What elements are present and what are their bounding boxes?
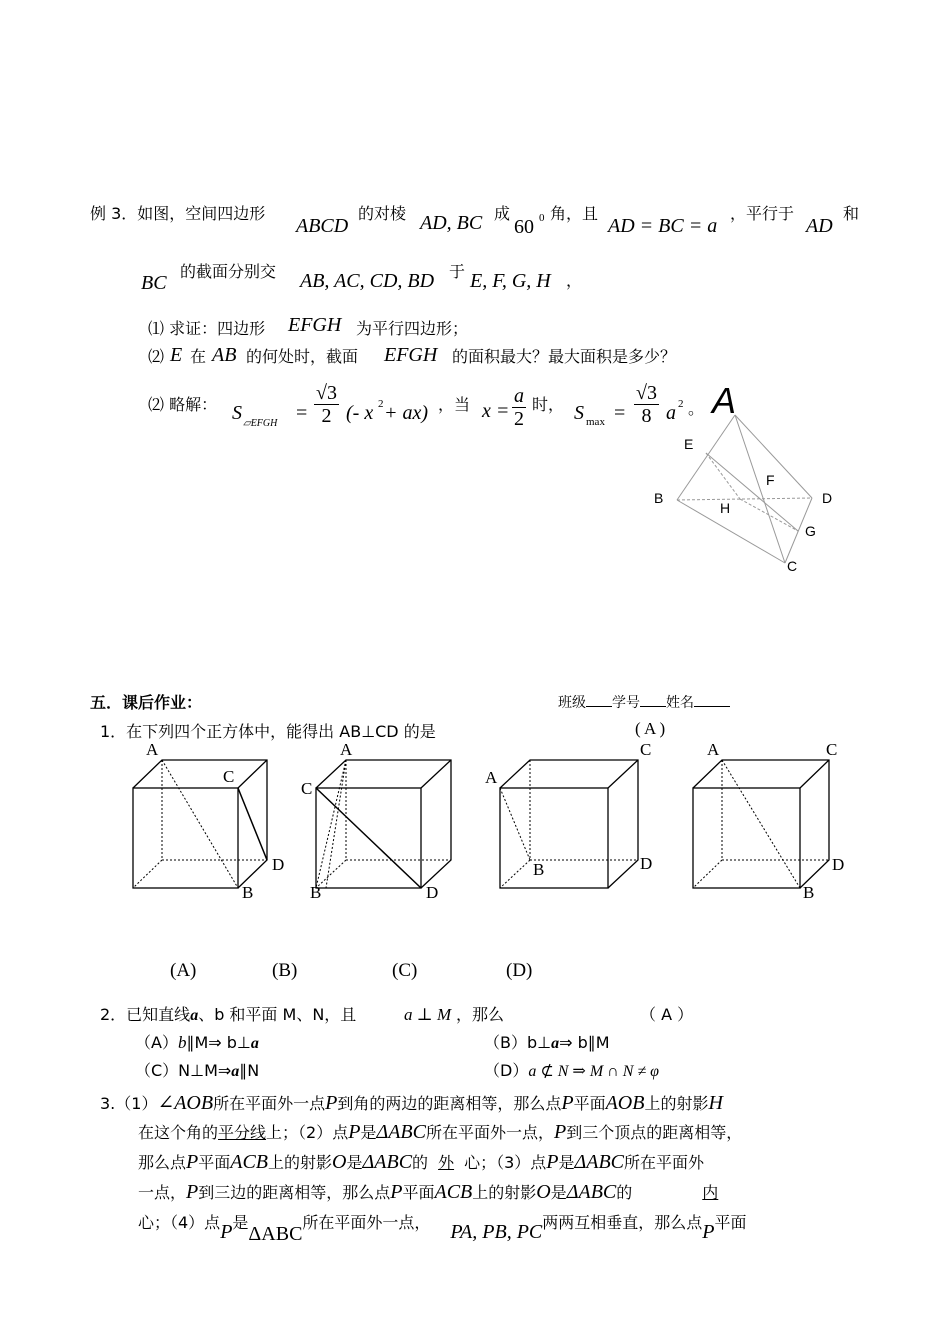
question-2-text: 的面积最大？最大面积是多少？ <box>452 347 677 366</box>
question-1-text: 1．在下列四个正方体中，能得出 AB⊥CD 的是 <box>100 722 436 741</box>
t: 所在平面外 <box>624 1153 705 1172</box>
q3-line-1 <box>100 1090 723 1115</box>
example3-text: 成 <box>494 204 511 223</box>
answer-blank: 平分线 <box>218 1123 267 1142</box>
q2-option-a <box>135 1030 259 1053</box>
t: 所在平面外一点， <box>302 1213 431 1232</box>
q2-option-b <box>484 1030 610 1053</box>
equals: = <box>614 402 626 424</box>
t: 到三个顶点的距离相等， <box>566 1123 743 1142</box>
t: 的 <box>616 1183 633 1202</box>
solution-text: ，当 <box>438 395 471 414</box>
label-d: D <box>832 855 845 874</box>
t: 心；（4）点 <box>138 1213 221 1232</box>
name-label: 姓名 <box>666 695 694 711</box>
example3-text: ，平行于 <box>730 204 795 223</box>
label-b: B <box>533 860 545 879</box>
option-text: ∥M⇒ b⊥ <box>186 1033 251 1052</box>
plane-acb: ACB <box>230 1151 269 1173</box>
line-a: a <box>551 1035 560 1052</box>
point-p: P <box>325 1092 338 1114</box>
q3-line-3 <box>138 1150 704 1174</box>
t: 平面 <box>198 1153 231 1172</box>
t: 平面 <box>714 1213 747 1232</box>
denominator: 8 <box>641 405 652 427</box>
t: 所在平面外一点 <box>213 1094 326 1113</box>
example3-text: 的截面分别交 <box>180 262 277 281</box>
point-p: P <box>220 1221 233 1243</box>
point-p: P <box>390 1181 403 1203</box>
question-2-text <box>100 1002 356 1025</box>
question-2-answer: （ A ） <box>640 1005 694 1024</box>
t: 平面 <box>573 1094 606 1113</box>
question-1-answer: ( A ) <box>635 719 666 738</box>
t: 上；（2）点 <box>266 1123 349 1142</box>
square-sup: 2 <box>378 398 384 410</box>
triangle-abc: ΔABC <box>248 1223 303 1245</box>
solution-text: 时， <box>532 395 565 414</box>
t: 是 <box>550 1183 567 1202</box>
edge-bc: BC <box>141 272 167 294</box>
area-symbol: S <box>232 402 242 424</box>
question-1: ⑴ 求证：四边形 <box>148 319 266 338</box>
t: 的 <box>412 1153 429 1172</box>
quad-efgh: EFGH <box>384 344 438 366</box>
t: 平面 <box>402 1183 435 1202</box>
x-equals: x = <box>482 400 510 422</box>
question-2-text: 的何处时，截面 <box>246 347 359 366</box>
point-h: H <box>708 1092 723 1114</box>
student-number-label: 学号 <box>612 695 640 711</box>
expression: + ax) <box>384 402 429 424</box>
square-sup: 2 <box>678 398 684 410</box>
q3-line-4 <box>138 1180 718 1204</box>
t: 上的射影 <box>268 1153 333 1172</box>
label-b: B <box>803 883 815 902</box>
label-a: A <box>146 740 159 759</box>
point-g-label: G <box>805 523 816 539</box>
t: 一点， <box>138 1183 187 1202</box>
segments-pa-pb-pc: PA, PB, PC <box>450 1221 543 1243</box>
point-o: O <box>536 1181 551 1203</box>
cube-figure-b <box>298 738 468 908</box>
label-a: A <box>340 740 353 759</box>
points-list: E, F, G, H <box>470 270 551 292</box>
q2-option-c <box>135 1058 259 1081</box>
point-p: P <box>348 1121 361 1143</box>
cube-figure-d <box>680 738 855 908</box>
vertex-c-label: C <box>787 558 798 574</box>
question-2: ⑵ <box>148 347 165 366</box>
cube-figure-a <box>120 738 290 908</box>
length-equation: AD = BC = a <box>608 215 718 237</box>
example3-text: 和 <box>843 204 860 223</box>
edge-ab: AB <box>212 344 237 366</box>
t: 心；（3）点 <box>464 1153 547 1172</box>
label-b: B <box>310 883 322 902</box>
point-p: P <box>561 1092 574 1114</box>
question-1-text: 为平行四边形； <box>356 319 469 338</box>
t: 那么点 <box>138 1153 187 1172</box>
fraction-sqrt3-over-2 <box>314 382 339 427</box>
quadrilateral-abcd: ABCD <box>296 215 349 237</box>
t: 到三边的距离相等，那么点 <box>198 1183 391 1202</box>
plane-acb: ACB <box>434 1181 473 1203</box>
label-d: D <box>272 855 285 874</box>
class-label: 班级 <box>558 695 586 711</box>
q3-line-5 <box>138 1210 747 1245</box>
option-text: ⇒ b∥M <box>559 1033 610 1052</box>
q2-condition: a ⊥ M <box>404 1005 452 1024</box>
q2-mid: 、b 和平面 M、N，且 <box>198 1005 357 1024</box>
t: 在这个角的 <box>138 1123 219 1142</box>
denominator: 2 <box>514 408 524 430</box>
area-subscript: ▱EFGH <box>243 418 278 429</box>
triangle-abc: ΔABC <box>362 1151 413 1173</box>
numerator: √3 <box>316 382 337 404</box>
plane-aob: AOB <box>605 1092 645 1114</box>
option-label: （D） <box>484 1061 529 1080</box>
class-field <box>558 692 730 712</box>
a-squared: a <box>666 402 676 424</box>
point-h-label: H <box>720 500 731 516</box>
expression: (- x <box>346 402 374 424</box>
label-c: C <box>640 740 652 759</box>
option-a-label: (A) <box>170 960 197 981</box>
tetrahedron-figure <box>640 375 860 585</box>
answer-blank: 外 <box>438 1153 455 1172</box>
line-a: a <box>190 1007 199 1024</box>
label-c: C <box>826 740 838 759</box>
point-o: O <box>332 1151 347 1173</box>
equals: = <box>296 402 308 424</box>
q2-option-d <box>484 1058 659 1081</box>
example3-label: 例 3．如图，空间四边形 <box>90 204 266 223</box>
label-b: B <box>242 883 254 902</box>
vertex-d-label: D <box>822 490 833 506</box>
t: 是 <box>558 1153 575 1172</box>
numerator: √3 <box>636 382 657 404</box>
t: 所在平面外一点， <box>425 1123 554 1142</box>
option-b-label: (B) <box>272 960 298 981</box>
t: 是 <box>360 1123 377 1142</box>
option-text: （C）N⊥M⇒ <box>135 1061 232 1080</box>
vertex-b-label: B <box>654 490 664 506</box>
edge-ad: AD <box>806 215 833 237</box>
point-p: P <box>186 1181 199 1203</box>
point-e: E <box>170 344 183 366</box>
option-d-label: (D) <box>506 960 533 981</box>
point-p: P <box>553 1121 567 1143</box>
label-c: C <box>223 767 235 786</box>
example3-text: 于 <box>449 262 466 281</box>
t: 3.（1） <box>100 1094 158 1113</box>
label-d: D <box>640 854 653 873</box>
point-p: P <box>702 1221 715 1243</box>
q2-post: ，那么 <box>456 1005 505 1024</box>
max-subscript: max <box>586 416 605 428</box>
triangle-abc: ΔABC <box>566 1181 617 1203</box>
t: 上的射影 <box>472 1183 537 1202</box>
angle-value: 60 <box>514 216 534 238</box>
t: 到角的两边的距离相等，那么点 <box>337 1094 562 1113</box>
quad-efgh: EFGH <box>288 314 342 336</box>
line-a: a <box>250 1035 259 1052</box>
max-area-symbol: S <box>574 402 584 424</box>
cube-figure-c <box>482 738 657 908</box>
point-p: P <box>186 1151 199 1173</box>
t: 两两互相垂直，那么点 <box>542 1213 703 1232</box>
triangle-abc: ΔABC <box>574 1151 624 1173</box>
example3-text: 的对棱 <box>358 204 407 223</box>
q2-pre: 2．已知直线 <box>100 1005 191 1024</box>
point-p: P <box>546 1151 559 1173</box>
example3-text: 角，且 <box>550 204 599 223</box>
option-math: a ⊄ N ⇒ M ∩ N ≠ φ <box>528 1063 659 1080</box>
denominator: 2 <box>321 405 332 427</box>
t: 是 <box>346 1153 363 1172</box>
edges-ad-bc: AD, BC <box>420 212 483 234</box>
label-c: C <box>301 779 313 798</box>
section-title: 五．课后作业： <box>90 693 203 712</box>
t: 上的射影 <box>644 1094 709 1113</box>
option-text: （B）b⊥ <box>484 1033 552 1052</box>
label-a: A <box>707 740 720 759</box>
vertex-a-label: A <box>712 380 737 421</box>
line-a: a <box>231 1063 240 1080</box>
triangle-abc: ΔABC <box>376 1121 426 1143</box>
degree-sup: 0 <box>539 212 545 224</box>
point-f-label: F <box>766 472 775 488</box>
edges-list: AB, AC, CD, BD <box>300 270 435 292</box>
fraction-a-over-2 <box>512 385 526 430</box>
label-d: D <box>426 883 439 902</box>
point-e-label: E <box>684 436 694 452</box>
option-label: （A） <box>135 1033 178 1052</box>
answer-blank: 内 <box>702 1183 719 1202</box>
solution-end: 。 <box>688 399 705 418</box>
q3-line-2 <box>138 1120 742 1144</box>
example3-text: ， <box>566 271 583 290</box>
question-2-text: 在 <box>190 347 207 366</box>
option-c-label: (C) <box>392 960 418 981</box>
label-a: A <box>485 768 498 787</box>
t: 是 <box>232 1213 249 1232</box>
line-b: b <box>177 1033 187 1052</box>
angle-aob: ∠AOB <box>157 1092 214 1114</box>
option-text: ∥N <box>239 1061 260 1080</box>
numerator: a <box>514 385 524 407</box>
solution-label: ⑵ 略解： <box>148 395 218 414</box>
